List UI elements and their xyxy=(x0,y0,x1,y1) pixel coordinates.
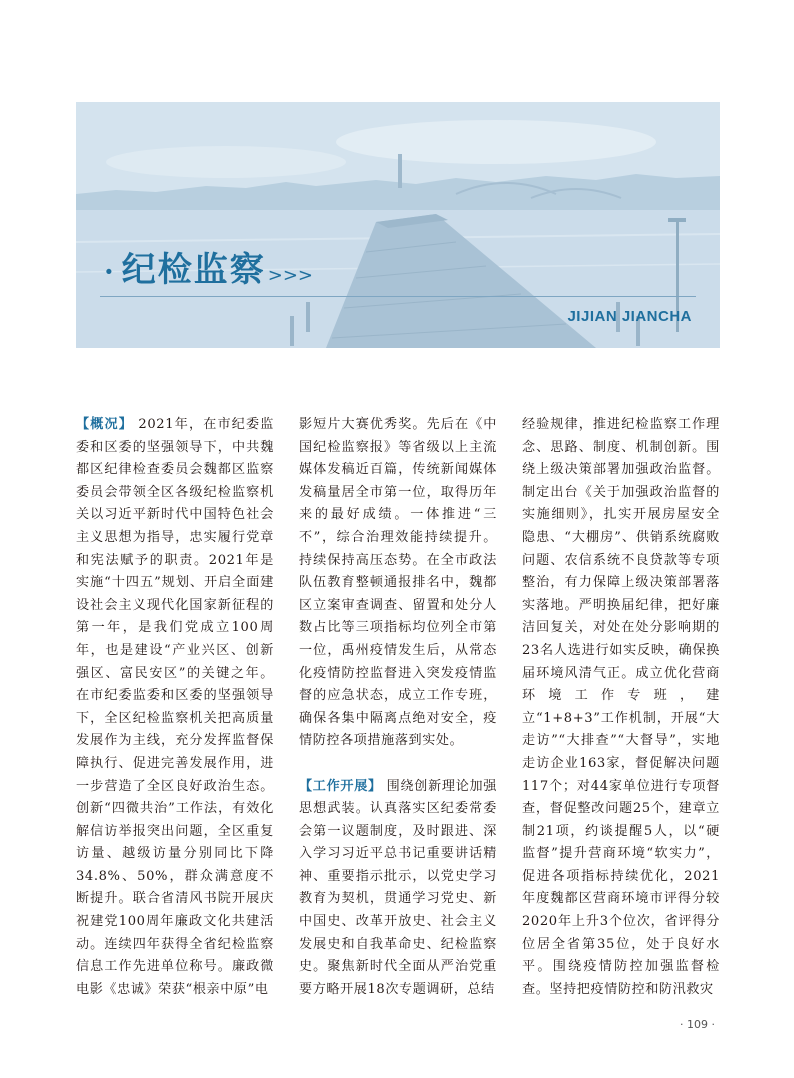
column-2 xyxy=(299,414,497,1001)
paragraph-continued xyxy=(299,414,497,753)
column-3 xyxy=(522,414,720,1001)
paragraph-continued xyxy=(522,414,720,1001)
overview-text-cont: 影短片大赛优秀奖。先后在《中国纪检监察报》等省级以上主流媒体发稿近百篇，传统新闻媒体发稿量居全市第一位，取得历年来的最好成绩。一体推进“三不”，综合治理效能持续提升。持续保持高压态势。在全市政法队伍教育整顿通报排名中，魏都区立案审查调查、留置和处分人数占比等三项指标均位列全市第一位，禹州疫情发生后，从常态化疫情防控监督进入突发疫情监督的应急状态，成立工作专班，确保各集中隔离点绝对安全，疫情防控各项措施落到实处。 xyxy=(299,417,497,749)
paragraph-gap xyxy=(299,753,497,776)
work-text: 围绕创新理论加强思想武装。认真落实区纪委常委会第一议题制度，及时跟进、深入学习习近平总书记重要讲话精神、重要指示批示，以党史学习教育为契机，贯通学习党史、新中国史、改革开放史、社会主义发展史和自我革命史、纪检监察史。聚焦新时代全面从严治党重要方略开展18次专题调研，总结 xyxy=(299,778,497,997)
work-paragraph xyxy=(299,776,497,1002)
work-heading: 【工作开展】 xyxy=(299,778,382,794)
title-divider xyxy=(100,296,696,297)
header-banner xyxy=(76,102,720,348)
work-text-cont: 经验规律，推进纪检监察工作理念、思路、制度、机制创新。围绕上级决策部署加强政治监督。制定出台《关于加强政治监督的实施细则》，扎实开展房屋安全隐患、“大棚房”、供销系统腐败问题、农信系统不良贷款等专项整治，有力保障上级决策部署落实落地。严明换届纪律，把好廉洁回复关，对处在处分影响期的23名人选进行如实反映，确保换届环境风清气正。成立优化营商环境工作专班，建立“1+8+3”工作机制，开展“大走访”“大排查”“大督导”，实地走访企业163家，督促解决问题117个；对44家单位进行专项督查，督促整改问题25个，建章立制21项，约谈提醒5人，以“硬监督”提升营商环境“软实力”，促进各项指标持续优化，2021年度魏都区营商环境市评得分较2020年上升3个位次，省评得分位居全省第35位，处于良好水平。围绕疫情防控加强监督检查。坚持把疫情防控和防汛救灾 xyxy=(522,417,720,997)
column-1 xyxy=(76,414,274,1001)
overview-paragraph xyxy=(76,414,274,1001)
title-text: 纪检监察 xyxy=(121,250,266,290)
section-subtitle-pinyin: JIJIAN JIANCHA xyxy=(567,308,692,325)
page-number: · 109 · xyxy=(680,1018,715,1031)
overview-heading: 【概况】 xyxy=(76,417,134,432)
article-body xyxy=(76,414,720,1010)
overview-text: 2021年，在市纪委监委和区委的坚强领导下，中共魏都区纪律检查委员会魏都区监察委员会带领全区各级纪检监察机关以习近平新时代中国特色社会主义思想为指导，忠实履行党章和宪法赋予的职责。2021年是实施“十四五”规划、开启全面建设社会主义现代化国家新征程的第一年，是我们党成立100周年，也是建设“产业兴区、创新强区、富民安区”的关键之年。在市纪委监委和区委的坚强领导下，全区纪检监察机关把高质量发展作为主线，充分发挥监督保障执行、促进完善发展作用，进一步营造了全区良好政治生态。创新“四微共治”工作法，有效化解信访举报突出问题，全区重复访量、越级访量分别同比下降34.8%、50%，群众满意度不断提升。联合省清风书院开展庆祝建党100周年廉政文化共建活动。连续四年获得全省纪检监察信息工作先进单位称号。廉政微电影《忠诚》荣获“根亲中原”电 xyxy=(76,417,275,997)
section-title xyxy=(104,242,313,291)
title-dot: · xyxy=(104,255,116,288)
chevron-icon: >>> xyxy=(267,265,313,286)
